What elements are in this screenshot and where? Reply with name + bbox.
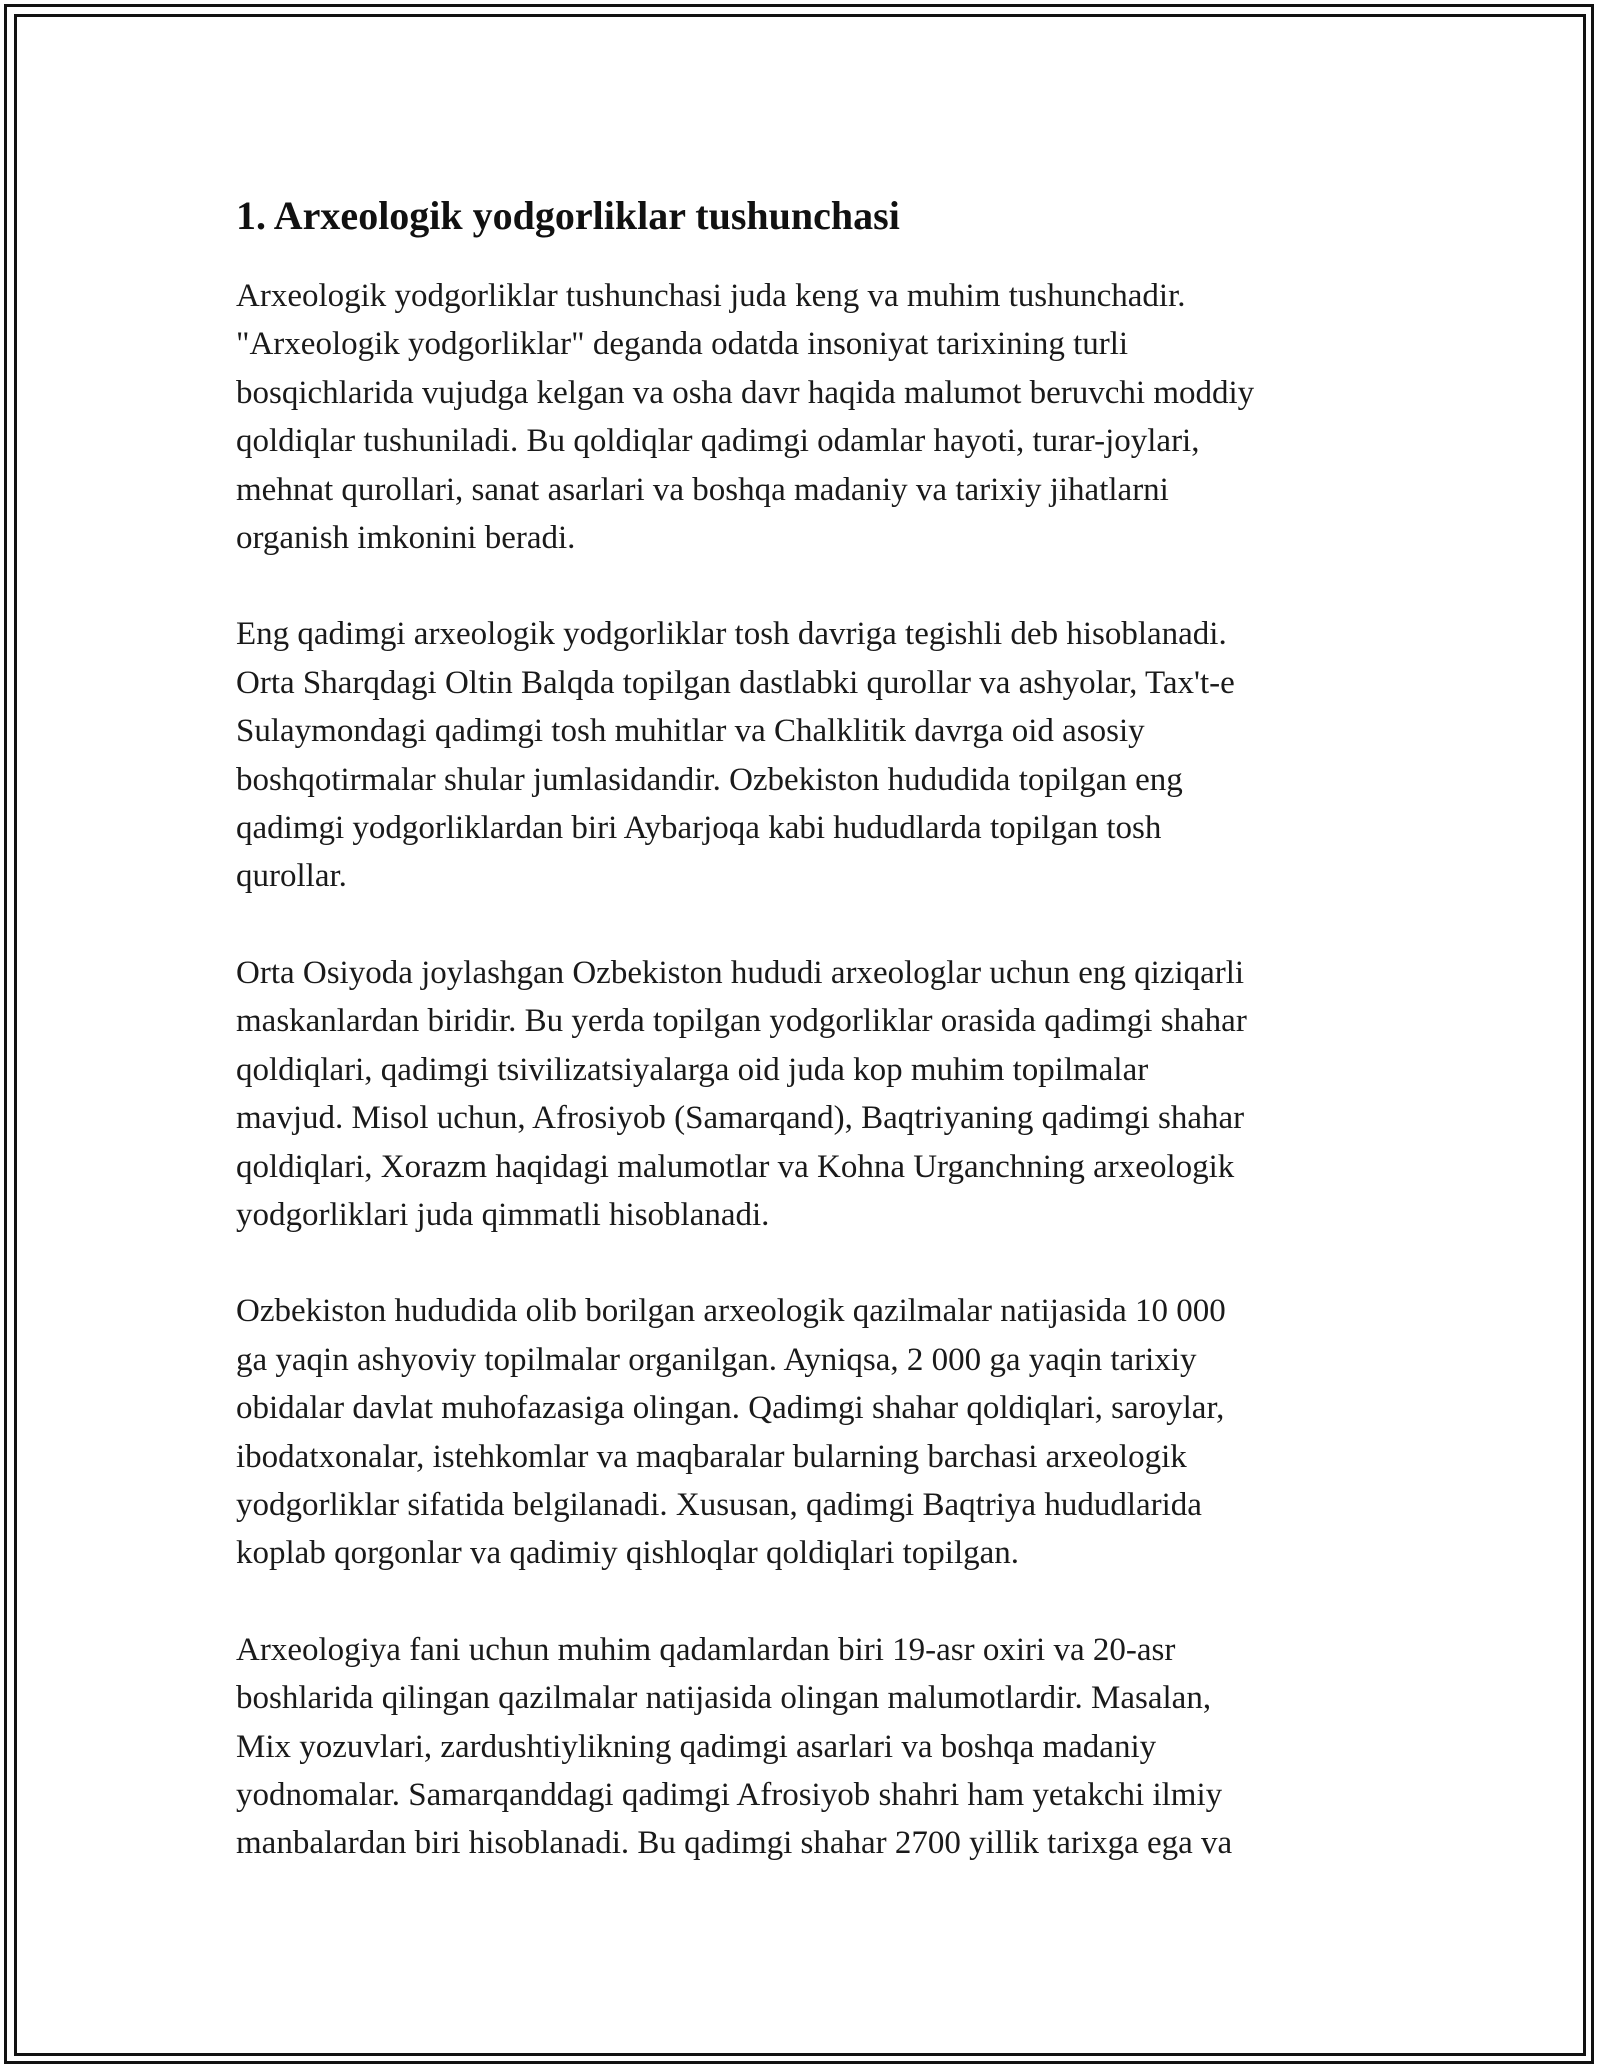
paragraph-3: Orta Osiyoda joylashgan Ozbekiston hududi arxeologlar uchun eng qiziqarli maskanlardan biridir. Bu yerda topilgan yodgorliklar orasida qadimgi shahar qoldiqlari, qadimgi tsivilizatsiyalarga oid juda kop muhim topilmalar mavjud. Misol uchun, Afrosiyob (Samarqand), Baqtriyaning qadimgi shahar qoldiqlari, Xorazm haqidagi malumotlar va Kohna Urganchning arxeologik yodgorliklari juda qimmatli hisoblanadi. bbox=[236, 954, 1247, 1233]
paragraph-1: Arxeologik yodgorliklar tushunchasi juda keng va muhim tushunchadir. "Arxeologik yodgorliklar" deganda odatda insoniyat tarixining turli bosqichlarida vujudga kelgan va osha davr haqida malumot beruvchi moddiy qoldiqlar tushuniladi. Bu qoldiqlar qadimgi odamlar hayoti, turar-joylari, mehnat qurollari, sanat asarlari va boshqa madaniy va tarixiy jihatlarni organish imkonini beradi. bbox=[236, 278, 1255, 557]
document-body bbox=[236, 188, 1376, 1916]
paragraph-5: Arxeologiya fani uchun muhim qadamlardan biri 19-asr oxiri va 20-asr boshlarida qilingan qazilmalar natijasida olingan malumotlardir. Masalan, Mix yozuvlari, zardushtiylikning qadimgi asarlari va boshqa madaniy yodnomalar. Samarqanddagi qadimgi Afrosiyob shahri ham yetakchi ilmiy manbalardan biri hisoblanadi. Bu qadimgi shahar 2700 yillik tarixga ega va bbox=[236, 1631, 1233, 1862]
paragraph-2: Eng qadimgi arxeologik yodgorliklar tosh davriga tegishli deb hisoblanadi. Orta Sharqdagi Oltin Balqda topilgan dastlabki qurollar va ashyolar, Tax't-e Sulaymondagi qadimgi tosh muhitlar va Chalklitik davrga oid asosiy boshqotirmalar shular jumlasidandir. Ozbekiston hududida topilgan eng qadimgi yodgorliklardan biri Aybarjoqa kabi hududlarda topilgan tosh qurollar. bbox=[236, 616, 1235, 895]
paragraph-4: Ozbekiston hududida olib borilgan arxeologik qazilmalar natijasida 10 000 ga yaqin ashyoviy topilmalar organilgan. Ayniqsa, 2 000 ga yaqin tarixiy obidalar davlat muhofazasiga olingan. Qadimgi shahar qoldiqlari, saroylar, ibodatxonalar, istehkomlar va maqbaralar bularning barchasi arxeologik yodgorliklar sifatida belgilanadi. Xususan, qadimgi Baqtriya hududlarida koplab qorgonlar va qadimiy qishloqlar qoldiqlari topilgan. bbox=[236, 1293, 1226, 1572]
section-heading: 1. Arxeologik yodgorliklar tushunchasi bbox=[236, 193, 900, 238]
